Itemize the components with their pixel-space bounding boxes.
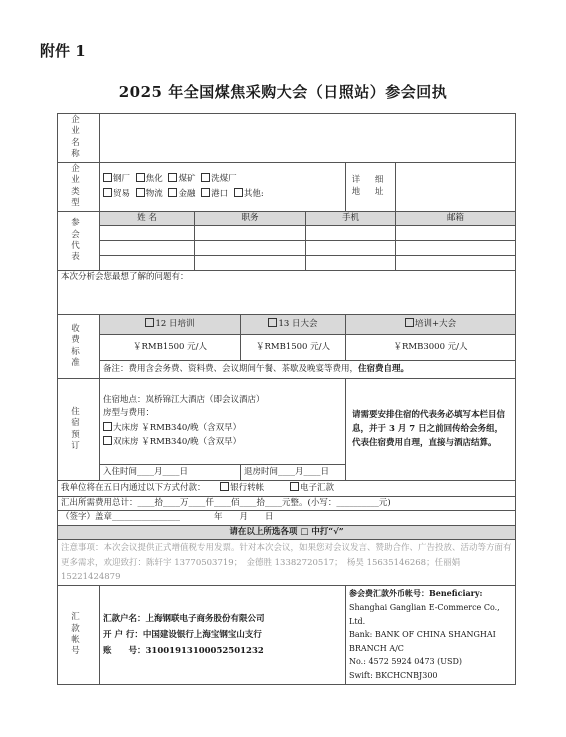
checkbox-icon	[290, 482, 299, 491]
foreign-account-number: No.: 4572 5924 0473 (USD)	[349, 657, 463, 667]
page-title: 2025 年全国煤焦采购大会（日照站）参会回执	[118, 83, 448, 101]
room-king-option[interactable]: 大床房 ￥RMB340/晚（含双早）	[103, 422, 342, 434]
type-option[interactable]: 洗煤厂	[201, 174, 237, 184]
attendee-cell[interactable]	[396, 241, 516, 256]
checkbox-icon	[201, 173, 210, 182]
company-name-field[interactable]	[100, 114, 516, 163]
company-name-label: 企 业 名 称	[58, 114, 100, 163]
attendee-cell[interactable]	[100, 226, 195, 241]
type-option[interactable]: 煤矿	[168, 174, 195, 184]
account-number: 账 号：31001913100052501232	[103, 646, 264, 657]
fee-price: ￥RMB3000 元/人	[346, 335, 516, 361]
signature-row[interactable]: （签字）盖章________________ 年 月 日	[58, 511, 516, 525]
company-type-row-2	[103, 188, 342, 200]
fees-label: 收 费 标 准	[58, 315, 100, 379]
company-type-options	[100, 162, 346, 211]
checkbox-icon	[103, 173, 112, 182]
notes-text: 注意事项：本次会议提供正式增值税专用发票。针对本次会议，如果您对会议发言、赞助合作、广告投放、活动等方面有更多需求，欢迎致打：陈轩宇 13770503719； 金德胜 13382720517； 杨昊 15635146268；任丽娟 15221424879	[58, 540, 516, 586]
question-label: 本次分析会您最想了解的问题有：	[61, 272, 189, 283]
attendee-cell[interactable]	[100, 241, 195, 256]
attendee-header-phone: 手机	[306, 211, 396, 225]
checkbox-icon	[168, 188, 177, 197]
checkbox-icon	[201, 188, 210, 197]
attendee-header-title: 职务	[195, 211, 306, 225]
attendee-cell[interactable]	[195, 241, 306, 256]
room-twin-option[interactable]: 双床房 ￥RMB340/晚（含双早）	[103, 436, 342, 448]
attendee-cell[interactable]	[306, 226, 396, 241]
company-type-row-1	[103, 173, 342, 185]
lodging-note: 请需要安排住宿的代表务必填写本栏目信息，并于 3 月 7 日之前回传给会务组，代表住宿费用自理，直接与酒店结算。	[346, 379, 516, 481]
annex-label: 附件 1	[40, 42, 86, 60]
type-option[interactable]: 港口	[201, 189, 228, 199]
company-type-label: 企 业 类 型	[58, 162, 100, 211]
account-bank: 开 户 行：中国建设银行上海宝钢宝山支行	[103, 629, 262, 640]
room-types-label: 房型与费用：	[103, 408, 155, 419]
attendee-cell[interactable]	[396, 226, 516, 241]
lodging-details	[100, 379, 346, 465]
checkbox-icon	[405, 318, 414, 327]
lodging-label: 住 宿 预 订	[58, 379, 100, 481]
e-draft-option[interactable]: 电子汇款	[290, 483, 334, 493]
fee-option-training[interactable]: 12 日培训	[100, 315, 241, 335]
checkin-field[interactable]: 入住时间____月____日	[100, 465, 241, 481]
instruction-banner: 请在以上所选各项 □ 中打“√”	[58, 525, 516, 539]
type-option[interactable]: 其他:	[234, 189, 264, 199]
address-label: 详 细 地 址	[346, 162, 396, 211]
attendee-cell[interactable]	[195, 256, 306, 271]
payment-method-row: 我单位将在五日内通过以下方式付款： 银行转帐 电子汇款	[58, 481, 516, 496]
checkbox-icon	[103, 436, 112, 445]
attendee-cell[interactable]	[100, 256, 195, 271]
question-field[interactable]	[58, 271, 516, 315]
attendee-cell[interactable]	[306, 256, 396, 271]
checkbox-icon	[103, 188, 112, 197]
fee-option-conference[interactable]: 13 日大会	[241, 315, 346, 335]
bank-transfer-option[interactable]: 银行转帐	[220, 483, 264, 493]
checkbox-icon	[168, 173, 177, 182]
type-option[interactable]: 钢厂	[103, 174, 130, 184]
type-option[interactable]: 物流	[136, 189, 163, 199]
foreign-account-title: 参会费汇款外币帐号：Beneficiary:	[349, 588, 483, 599]
address-field[interactable]	[396, 162, 516, 211]
checkbox-icon	[145, 318, 154, 327]
account-label: 汇 款 帐 号	[58, 586, 100, 684]
checkbox-icon	[220, 482, 229, 491]
swift-code: Swift: BKCHCNBJ300	[349, 670, 438, 680]
type-option[interactable]: 贸易	[103, 189, 130, 199]
checkbox-icon	[136, 188, 145, 197]
attendee-cell[interactable]	[396, 256, 516, 271]
hotel-place: 住宿地点：岚桥锦江大酒店（即会议酒店）	[103, 394, 265, 405]
type-option[interactable]: 焦化	[136, 174, 163, 184]
domestic-account	[100, 586, 346, 684]
foreign-bank: Bank: BANK OF CHINA SHANGHAI BRANCH A/C	[349, 630, 496, 653]
fee-remark: 备注：费用含会务费、资料费、会议期间午餐、茶歇及晚宴等费用，住宿费自理。	[100, 361, 516, 379]
attendees-label: 参 会 代 表	[58, 211, 100, 270]
attendee-header-email: 邮箱	[396, 211, 516, 225]
attendee-header-name: 姓 名	[100, 211, 195, 225]
type-option[interactable]: 金融	[168, 189, 195, 199]
checkbox-icon	[136, 173, 145, 182]
checkbox-icon	[268, 318, 277, 327]
account-name: 汇款户名：上海钢联电子商务股份有限公司	[103, 613, 265, 624]
checkbox-icon	[103, 422, 112, 431]
registration-form	[57, 113, 516, 685]
foreign-account	[346, 586, 516, 684]
attendee-cell[interactable]	[306, 241, 396, 256]
payment-total-row[interactable]: 汇出所需费用总计：____拾____万____仟____佰____拾____元整。(小写：__________元)	[58, 496, 516, 510]
fee-price: ￥RMB1500 元/人	[241, 335, 346, 361]
attendee-cell[interactable]	[195, 226, 306, 241]
beneficiary: Shanghai Ganglian E-Commerce Co., Ltd.	[349, 603, 500, 626]
checkbox-icon	[234, 188, 243, 197]
fee-price: ￥RMB1500 元/人	[100, 335, 241, 361]
checkout-field[interactable]: 退房时间____月____日	[241, 465, 346, 481]
fee-option-both[interactable]: 培训+大会	[346, 315, 516, 335]
